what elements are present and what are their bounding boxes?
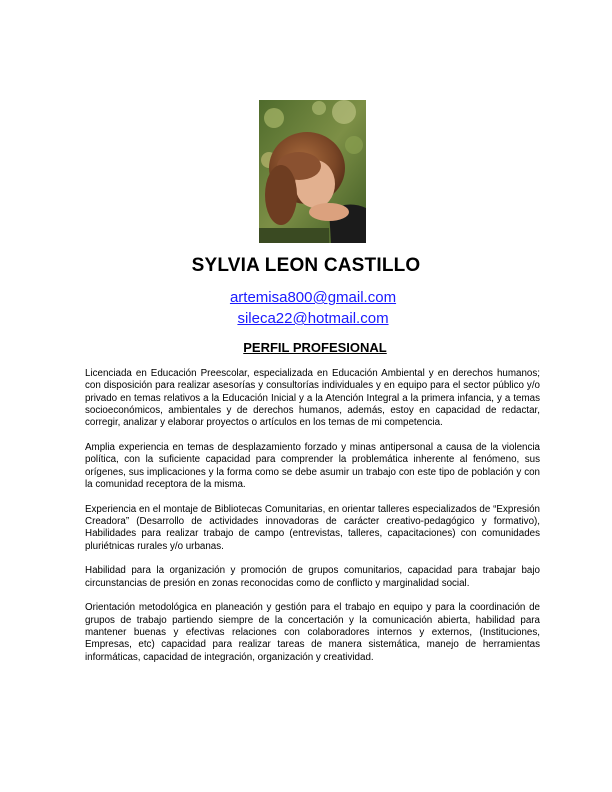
email-link-gmail[interactable]: artemisa800@gmail.com	[229, 289, 397, 306]
profile-paragraph: Amplia experiencia en temas de desplazamiento forzado y minas antipersonal a causa de la violencia política, con la suficiente capacidad para comprender la problemática inherente al fenómeno, sus orígenes, sus implicaciones y la forma como se debe asumir un trabajo con este tipo de población y con la comunidad receptora de la misma.	[85, 441, 540, 490]
profile-paragraph: Orientación metodológica en planeación y gestión para el trabajo en equipo y para la coordinación de grupos de trabajo partiendo siempre de la concertación y la comunicación abierta, habilidad para mantener buenas y efectivas relaciones con colaboradores internos y externos, (Instituciones, Empresas, etc) capacidad para realizar tareas de manera sistemática, manejo de herramientas informáticas, capacidad de integración, organización y creatividad.	[85, 602, 540, 663]
section-title: PERFIL PROFESIONAL	[243, 340, 387, 355]
email-link-hotmail[interactable]: sileca22@hotmail.com	[237, 310, 389, 327]
profile-paragraph: Licenciada en Educación Preescolar, especializada en Educación Ambiental y en derechos humanos; con disposición para realizar asesorías y consultorías individuales y en equipo para el sector público y/o privado en temas relativos a la Educación Inicial y a la Atención Integral a la primera infancia, y a temas socioeconómicos, ambientales y de derechos humanos, además, estoy en capacidad de redactar, corregir, analizar y elaborar proyectos o artículos en los temas de mi competencia.	[85, 368, 540, 429]
profile-photo	[259, 100, 366, 243]
profile-paragraph: Experiencia en el montaje de Bibliotecas Comunitarias, en orientar talleres especializados de “Expresión Creadora” (Desarrollo de actividades innovadoras de carácter creativo-pedagógico y formativo), Habilidades para realizar trabajo de campo (entrevistas, talleres, capacitaciones) con comunidades pluriétnicas rurales y/o urbanas.	[85, 503, 540, 552]
profile-body	[85, 368, 540, 676]
person-name: SYLVIA LEON CASTILLO	[191, 255, 421, 276]
profile-paragraph: Habilidad para la organización y promoción de grupos comunitarios, capacidad para trabajar bajo circunstancias de presión en zonas reconocidas como de conflicto y marginalidad social.	[85, 565, 540, 589]
